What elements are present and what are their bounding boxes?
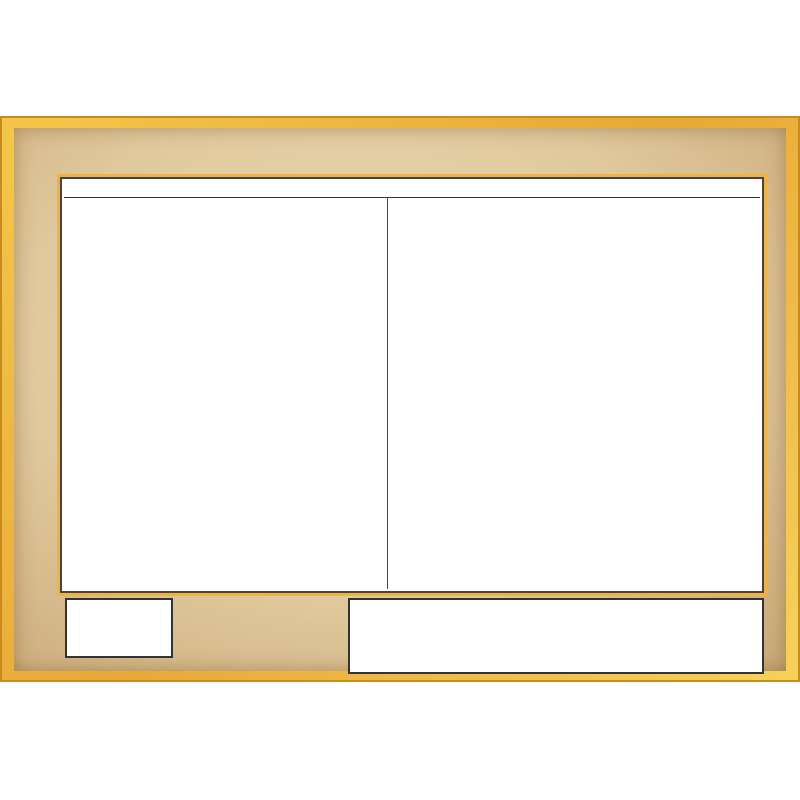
- parchment-background: [14, 128, 786, 671]
- header-divider: [64, 197, 760, 198]
- results-legend: [348, 598, 764, 674]
- results-table: [60, 177, 764, 593]
- nb-legend: [65, 598, 173, 658]
- frame: [0, 116, 800, 682]
- column-divider: [387, 197, 388, 589]
